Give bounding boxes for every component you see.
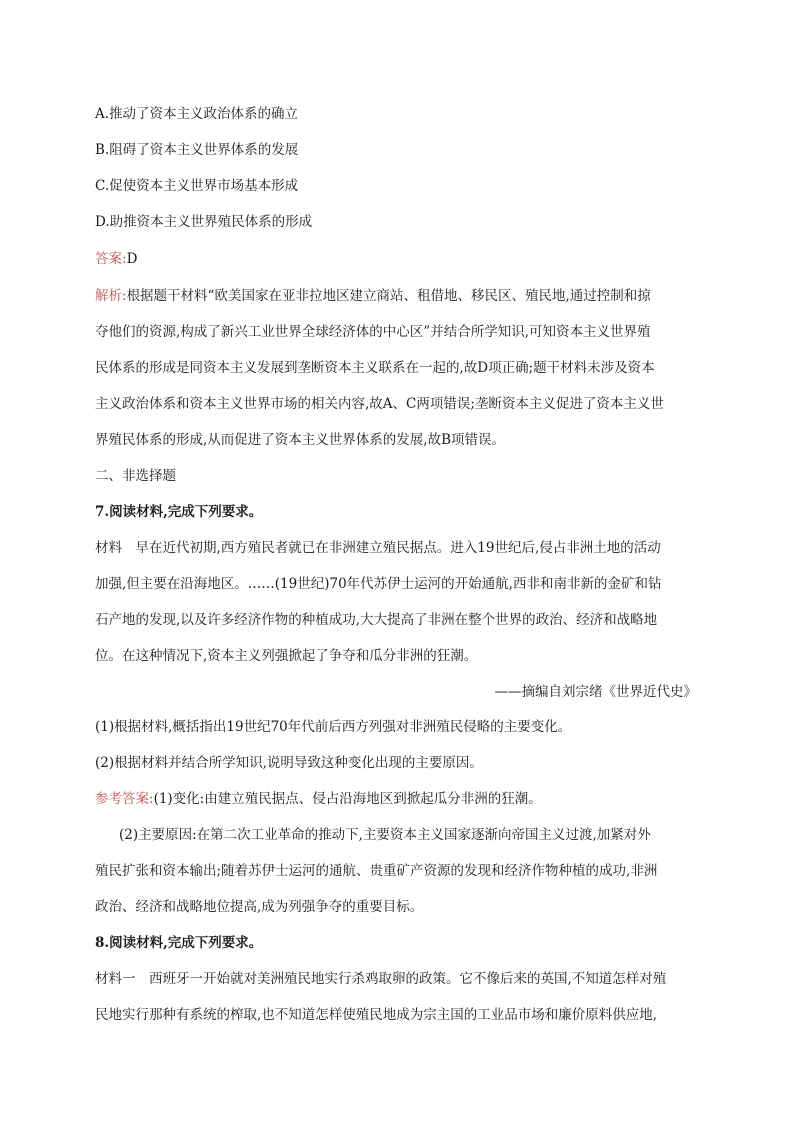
q8-title: 8.阅读材料,完成下列要求。 — [95, 935, 263, 951]
q7-title: 7.阅读材料,完成下列要求。 — [95, 504, 263, 520]
q7-material-line-1: 材料 早在近代初期,西方殖民者就已在非洲建立殖民据点。进入19世纪后,侵占非洲土地的活动 — [95, 540, 661, 556]
q7-material-line-2: 加强,但主要在沿海地区。……(19世纪)70年代苏伊士运河的开始通航,西非和南非新的金矿和钻 — [95, 576, 662, 592]
q7-material-line-3: 石产地的发现,以及许多经济作物的种植成功,大大提高了非洲在整个世界的政治、经济和战略地 — [95, 612, 658, 628]
q8-material-line-2: 民地实行那种有系统的榨取,也不知道怎样使殖民地成为宗主国的工业品市场和廉价原料供应地, — [95, 1007, 658, 1023]
q7-reference-answer-2-line-1: (2)主要原因:在第二次工业革命的推动下,主要资本主义国家逐渐向帝国主义过渡,加紧对外 — [119, 827, 651, 843]
option-b: B.阻碍了资本主义世界体系的发展 — [95, 142, 299, 158]
q7-reference-answer-2-line-3: 政治、经济和战略地位提高,成为列强争夺的重要目标。 — [95, 899, 424, 915]
q7-material-line-4: 位。在这种情况下,资本主义列强掀起了争夺和瓜分非洲的狂潮。 — [95, 648, 478, 664]
option-d: D.助推资本主义世界殖民体系的形成 — [95, 214, 313, 230]
analysis-line-1 — [95, 286, 651, 306]
q7-sub-question-1: (1)根据材料,概括指出19世纪70年代前后西方列强对非洲殖民侵略的主要变化。 — [95, 719, 572, 735]
q7-sub-question-2: (2)根据材料并结合所学知识,说明导致这种变化出现的主要原因。 — [95, 755, 483, 771]
analysis-line-3: 民体系的形成是同资本主义发展到垄断资本主义联系在一起的,故D项正确;题干材料未涉及资本 — [95, 360, 655, 376]
q7-reference-answer-1 — [95, 789, 542, 809]
q8-material-line-1: 材料一 西班牙一开始就对美洲殖民地实行杀鸡取卵的政策。它不像后来的英国,不知道怎样对殖 — [95, 971, 667, 987]
analysis-line-2: 夺他们的资源,构成了新兴工业世界全球经济体的中心区”并结合所学知识,可知资本主义世界殖 — [95, 324, 651, 340]
section-title: 二、非选择题 — [95, 468, 176, 484]
answer-value: D — [126, 251, 138, 267]
reference-answer-text: (1)变化:由建立殖民据点、侵占沿海地区到掀起瓜分非洲的狂潮。 — [153, 791, 542, 807]
analysis-line-5: 界殖民体系的形成,从而促进了资本主义世界体系的发展,故B项错误。 — [95, 432, 506, 448]
q7-source: ——摘编自刘宗绪《世界近代史》 — [494, 684, 697, 700]
answer-line — [95, 249, 137, 269]
option-a: A.推动了资本主义政治体系的确立 — [95, 106, 299, 122]
analysis-text: 根据题干材料“欧美国家在亚非拉地区建立商站、租借地、移民区、殖民地,通过控制和掠 — [126, 288, 651, 304]
option-c: C.促使资本主义世界市场基本形成 — [95, 178, 299, 194]
q7-reference-answer-2-line-2: 殖民扩张和资本输出;随着苏伊士运河的通航、贵重矿产资源的发现和经济作物种植的成功,非洲 — [95, 863, 658, 879]
analysis-label: 解析: — [95, 288, 127, 304]
answer-label: 答案: — [95, 251, 127, 267]
reference-answer-label: 参考答案: — [95, 791, 154, 807]
analysis-line-4: 主义政治体系和资本主义世界市场的相关内容,故A、C两项错误;垄断资本主义促进了资本主义世 — [95, 396, 664, 412]
